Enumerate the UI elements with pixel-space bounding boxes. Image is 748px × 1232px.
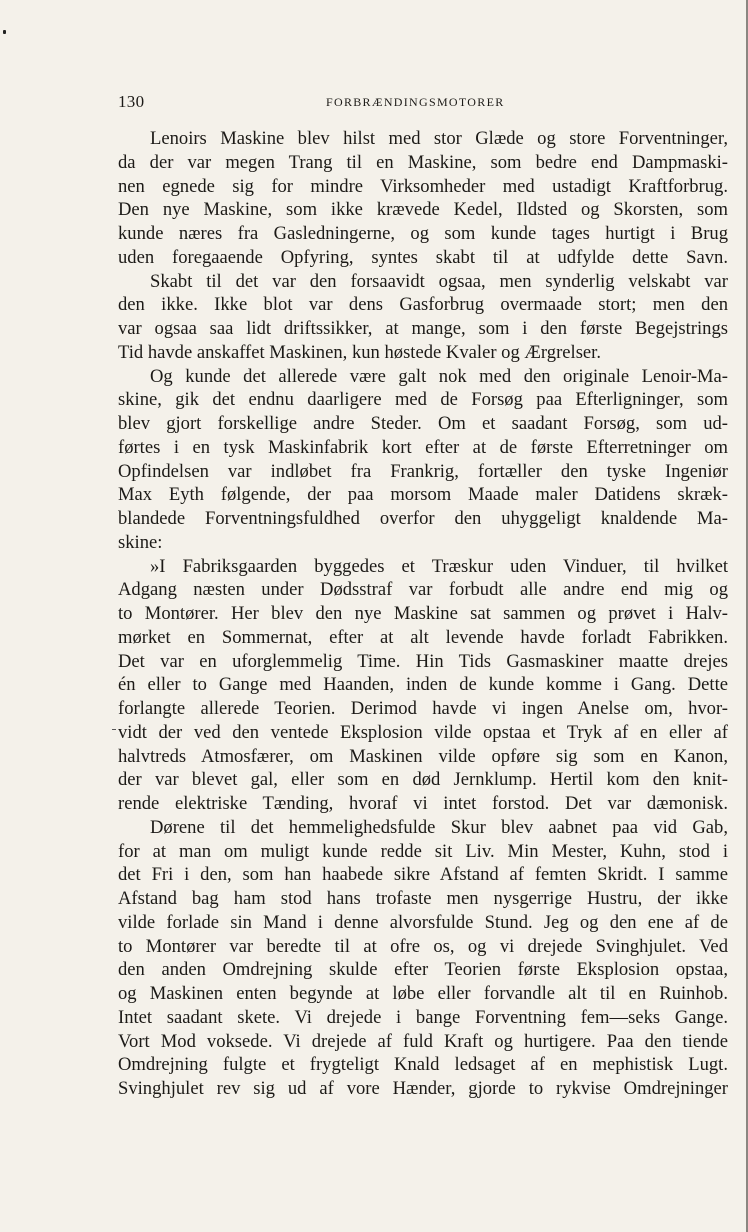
text-line: da der var megen Trang til en Maskine, som bedre end Dampmaski- bbox=[118, 151, 728, 173]
running-title: FORBRÆNDINGSMOTORER bbox=[326, 95, 505, 109]
text-line: Intet saadant skete. Vi drejede i bange Forventning fem—seks Gange. bbox=[118, 1006, 728, 1028]
margin-mark bbox=[112, 729, 116, 730]
margin-mark bbox=[3, 30, 6, 34]
text-line: Det var en uforglemmelig Time. Hin Tids Gasmaskiner maatte drejes bbox=[118, 650, 728, 672]
text-line: blandede Forventningsfuldhed overfor den uhyggeligt knaldende Ma- bbox=[118, 508, 728, 529]
text-line: Dørene til det hemmelighedsfulde Skur blev aabnet paa vid Gab, bbox=[150, 816, 728, 838]
text-line: og Maskinen enten begynde at løbe eller forvandle alt til en Ruinhob. bbox=[118, 983, 728, 1004]
text-line: to Montører var beredte til at ofre os, og vi drejede Svinghjulet. Ved bbox=[118, 935, 728, 957]
text-line: vilde forlade sin Mand i denne alvorsfulde Stund. Jeg og den ene af de bbox=[118, 911, 728, 933]
text-line: »I Fabriksgaarden byggedes et Træskur uden Vinduer, til hvilket bbox=[150, 555, 728, 577]
text-line: mørket en Sommernat, efter at alt levende havde forladt Fabrikken. bbox=[118, 626, 728, 648]
text-line: førtes i en tysk Maskinfabrik kort efter at de første Efterretninger om bbox=[118, 436, 728, 458]
body-text bbox=[118, 127, 728, 1101]
text-line: Afstand bag ham stod hans trofaste men nysgerrige Hustru, der ikke bbox=[118, 888, 728, 909]
text-line: Vort Mod voksede. Vi drejede af fuld Kraft og hurtigere. Paa den tiende bbox=[118, 1030, 728, 1052]
text-line: én eller to Gange med Haanden, inden de kunde komme i Gang. Dette bbox=[118, 674, 728, 696]
text-line: Omdrejning fulgte et frygteligt Knald ledsaget af en mephistisk Lugt. bbox=[118, 1054, 728, 1076]
text-line: det Fri i den, som han haabede sikre Afstand af femten Skridt. I samme bbox=[118, 864, 728, 886]
text-line: Skabt til det var den forsaavidt ogsaa, men synderlig velskabt var bbox=[150, 270, 728, 292]
text-line: rende elektriske Tænding, hvoraf vi intet forstod. Det var dæmonisk. bbox=[118, 793, 728, 814]
page-number: 130 bbox=[118, 92, 145, 111]
text-line: Opfindelsen var indløbet fra Frankrig, fortæller den tyske Ingeniør bbox=[118, 460, 728, 482]
text-line: for at man om muligt kunde redde sit Liv. Min Mester, Kuhn, stod i bbox=[118, 840, 728, 862]
text-line: der var blevet gal, eller som en død Jernklump. Hertil kom den knit- bbox=[118, 769, 728, 791]
text-line: skine: bbox=[118, 531, 163, 553]
text-line: uden foregaaende Opfyring, syntes skabt til at udfylde dette Savn. bbox=[118, 246, 728, 268]
text-line: to Montører. Her blev den nye Maskine sat sammen og prøvet i Halv- bbox=[118, 603, 728, 624]
text-line: Den nye Maskine, som ikke krævede Kedel, Ildsted og Skorsten, som bbox=[118, 199, 728, 221]
text-line: Adgang næsten under Dødsstraf var forbudt alle andre end mig og bbox=[118, 579, 728, 601]
text-line: halvtreds Atmosfærer, om Maskinen vilde opføre sig som en Kanon, bbox=[118, 745, 728, 767]
text-line: forlangte allerede Teorien. Derimod havde vi ingen Anelse om, hvor- bbox=[118, 698, 728, 719]
text-line: Lenoirs Maskine blev hilst med stor Glæde og store Forventninger, bbox=[150, 128, 728, 149]
text-line: Og kunde det allerede være galt nok med den originale Lenoir-Ma- bbox=[150, 365, 728, 387]
text-line: nen egnede sig for mindre Virksomheder med ustadigt Kraftforbrug. bbox=[118, 175, 728, 197]
text-line: skine, gik det endnu daarligere med de Forsøg paa Efterligninger, som bbox=[118, 389, 728, 411]
text-line: den ikke. Ikke blot var dens Gasforbrug overmaade stort; men den bbox=[118, 294, 728, 316]
text-line: vidt der ved den ventede Eksplosion vilde opstaa et Tryk af en eller af bbox=[118, 721, 728, 743]
text-line: blev gjort forskellige andre Steder. Om et saadant Forsøg, som ud- bbox=[118, 413, 728, 434]
running-head bbox=[118, 92, 726, 112]
text-line: Svinghjulet rev sig ud af vore Hænder, gjorde to rykvise Omdrejninger bbox=[118, 1078, 728, 1099]
text-line: Max Eyth følgende, der paa morsom Maade maler Datidens skræk- bbox=[118, 484, 728, 506]
text-line: Tid havde anskaffet Maskinen, kun høstede Kvaler og Ærgrelser. bbox=[118, 341, 602, 363]
text-line: den anden Omdrejning skulde efter Teorien første Eksplosion opstaa, bbox=[118, 959, 728, 981]
text-line: kunde næres fra Gasledningerne, og som kunde tages hurtigt i Brug bbox=[118, 223, 728, 244]
text-line: var ogsaa saa lidt driftssikker, at mange, som i den første Begejstrings bbox=[118, 318, 728, 339]
